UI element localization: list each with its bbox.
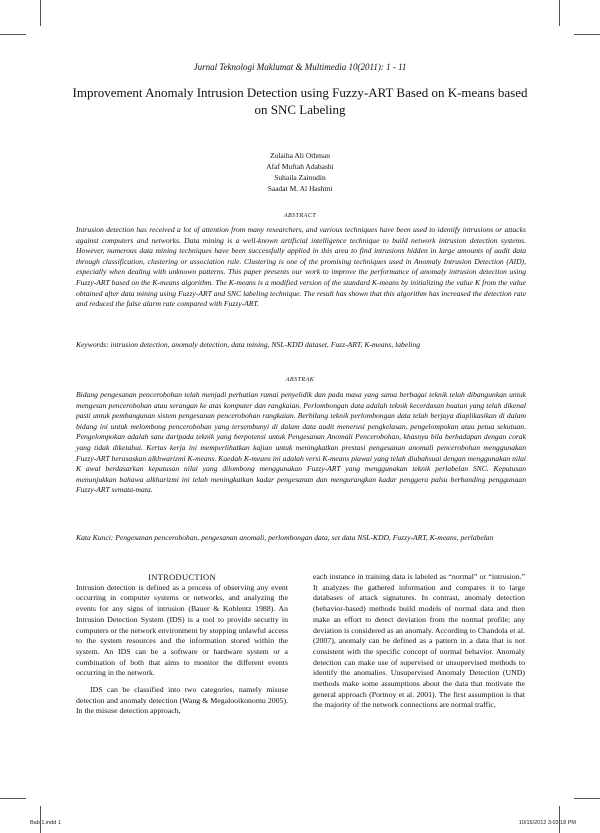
left-column (76, 572, 288, 717)
abstract-heading: ABSTRACT (283, 213, 317, 219)
footer-timestamp: 10/15/2012 3:03:18 PM (518, 820, 576, 826)
crop-mark-bottom-right (574, 798, 600, 799)
crop-mark-top-left (0, 34, 26, 35)
abstrak-body: Bidang pengesanan pencerobohan telah menjadi perhatian ramai penyelidik dan pada masa yang sama berbagai teknik telah dibangunkan untuk mengesan pencerobohan atau serangan ke atas komputer dan rangkaian. Perlombongan data adalah teknik kecerdasan buatan yang telah dikenal pasti untuk pembangunan sistem pengesanan pencerobohan rangkaian. Berbilang teknik perlombongan data telah berjaya diaplikasikan di dalam bidang ini untuk melombong pencerobohan yang tersembunyi di dalam data audit menerusi pengkelasan, pengelompokan atau petua sekutuan. Pengelompokan adalah satu daripada teknik yang berpotensi untuk Pengesanan Anomali Pencerobohan, khasnya bila berhadapan dengan corak yang tidak diketahui. Kertas kerja ini memperlihatkan kajian untuk meningkatkan prestasi pengesanan anomali pencerobohan menggunakan Fuzzy-ART berasaskan alkhwarizmi K-means. Kaedah K-means ini adalah versi K-means piawai yang telah diubahsuai dengan menggunakan nilai K awal berdasarkan keputusan nilai yang dilombong menggunakan Fuzzy-ART yang menggunakan teknik perlabelan SNC. Keputusan menunjukkan bahawa alkharizmi ini telah meningkatkan kadar pengesanan dan mengurangkan kadar penggera palsu berbanding penggunaan Fuzzy-ART semata-mata. (76, 390, 526, 495)
crop-mark-top-left-v (40, 0, 41, 26)
paper-title: Improvement Anomaly Intrusion Detection using Fuzzy-ART Based on K-means based on SNC Labeling (72, 85, 528, 117)
author-name: Zulaiha Ali Othman (270, 151, 330, 160)
crop-mark-top-right-v (559, 0, 560, 26)
author-name: Afaf Muftah Adabashi (266, 162, 334, 171)
crop-mark-bottom-left (0, 798, 26, 799)
abstract-body: Intrusion detection has received a lot of attention from many researchers, and various techniques have been used to identify intrusions or attacks against computers and networks. Data mining is a well-known artificial intelligence technique to build network intrusion detection systems. However, numerous data mining techniques have been successfully applied in this area to find intrusions hidden in large amounts of audit data through classification, clustering or association rule. Clustering is one of the promising techniques used in Anomaly Intrusion Detection (AID), especially when dealing with unknown patterns. This paper presents our work to improve the performance of anomaly intrusion detection using Fuzzy-ART based on the K-means algorithm. The K-means is a modified version of the standard K-means by initializing the value K from the value obtained after data mining using Fuzzy-ART and SNC labeling technique. The result has shown that this algorithm has increased the detection rate and reduced the false alarm rate compared with Fuzzy-ART. (76, 225, 526, 309)
author-name: Saadat M. Al Hashmi (267, 184, 333, 193)
right-column (313, 572, 525, 711)
author-list (0, 150, 600, 194)
footer-file-name: Bab 1.indd 1 (30, 820, 61, 826)
intro-paragraph-1: Intrusion detection is defined as a process of observing any event occurring in computer systems or networks, and analyzing the events for any signs of intrusion (Bauer & Koblentz 1988). An Intrusion Detection System (IDS) is a tool to provide security in computers or the network environment by stopping unlawful access to the system resources and the information stored within the system. An IDS can be a software or hardware system or a combination of both that aims to monitor the different events occurring in the network. (76, 582, 288, 678)
intro-paragraph-2: IDS can be classified into two categories, namely misuse detection and anomaly detection (Wang & Megalooikonomu 2005). In the misuse detection approach, (76, 685, 288, 716)
abstrak-keywords: Kata Kunci: Pengesanan pencerobohan, pengesanan anomali, perlombongan data, set data NSL-KDD, Fuzzy-ART, K-means, perlabelan (76, 533, 494, 542)
crop-mark-top-right (574, 34, 600, 35)
introduction-heading: INTRODUCTION (148, 572, 216, 582)
intro-paragraph-3: each instance in training data is labeled as “normal” or “intrusion.” It analyzes the gathered information and compares it to large databases of attack signatures. In contrast, anomaly detection (behavior-based) methods build models of normal data and then make an effort to detect deviation from the normal profile; any deviation is considered as an anomaly. According to Chandola et al. (2007), anomaly can be defined as a pattern in a data that is not consistent with the specific concept of normal behavior. Anomaly detection can make use of supervised or unsupervised methods to identify the anomalies. Unsupervised Anomaly Detection (UND) methods make some assumptions about the data that motivate the general approach (Portnoy et al. 2001). The first assumption is that the majority of the network connections are normal traffic, (313, 572, 525, 710)
abstrak-heading: ABSTRAK (285, 377, 315, 383)
author-name: Suhaila Zainudin (274, 173, 326, 182)
journal-header: Jurnal Teknologi Maklumat & Multimedia 10(2011): 1 - 11 (193, 62, 407, 72)
abstract-keywords: Keywords: intrusion detection, anomaly detection, data mining, NSL-KDD dataset, Fuzz-ART, K-means, labeling (76, 340, 421, 349)
